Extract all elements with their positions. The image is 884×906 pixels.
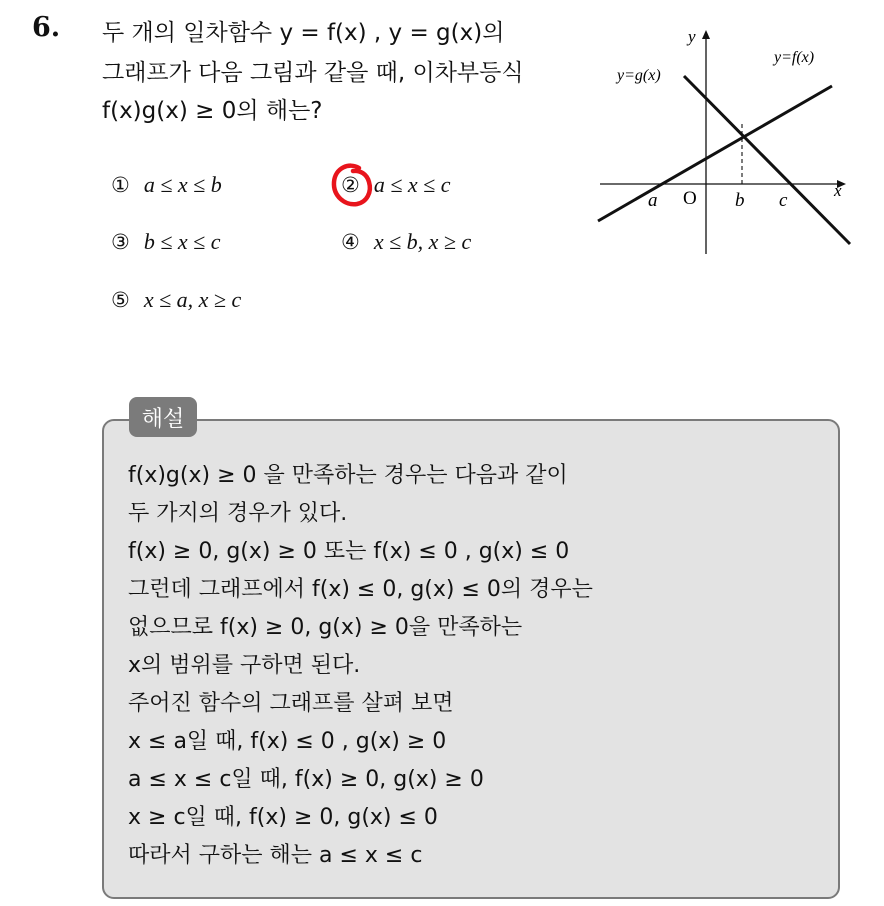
choice-5[interactable] — [111, 287, 241, 313]
choice-3[interactable] — [111, 229, 221, 255]
choice-4[interactable] — [341, 229, 471, 255]
solution-line: 주어진 함수의 그래프를 살펴 보면 — [128, 691, 454, 716]
choice-5-number: ⑤ — [111, 288, 130, 312]
question-line-1: 두 개의 일차함수 y = f(x) , y = g(x)의 — [102, 20, 505, 46]
choice-1-text: a ≤ x ≤ b — [143, 172, 222, 197]
f-label: y=f(x) — [774, 49, 815, 66]
choice-5-text: x ≤ a, x ≥ c — [143, 287, 242, 312]
function-graph — [592, 18, 854, 258]
solution-line: f(x) ≥ 0, g(x) ≥ 0 또는 f(x) ≤ 0 , g(x) ≤ 0 — [128, 539, 570, 564]
x-axis-label: x — [834, 181, 842, 200]
solution-line: f(x)g(x) ≥ 0 을 만족하는 경우는 다음과 같이 — [128, 463, 568, 488]
choice-2-text: a ≤ x ≤ c — [373, 172, 451, 197]
choice-4-text: x ≤ b, x ≥ c — [373, 229, 472, 254]
choice-4-number: ④ — [341, 230, 360, 254]
tick-b: b — [735, 190, 745, 211]
solution-line: 없으므로 f(x) ≥ 0, g(x) ≥ 0을 만족하는 — [128, 615, 523, 640]
origin-label: O — [683, 188, 697, 209]
choice-2-number: ② — [341, 173, 360, 197]
solution-line: x ≤ a일 때, f(x) ≤ 0 , g(x) ≥ 0 — [128, 729, 447, 754]
y-axis-arrow — [702, 30, 710, 39]
y-axis-label: y — [688, 27, 696, 46]
choice-1-number: ① — [111, 173, 130, 197]
choice-3-text: b ≤ x ≤ c — [143, 229, 221, 254]
solution-line: 두 가지의 경우가 있다. — [128, 501, 348, 526]
line-g — [684, 76, 850, 244]
solution-line: x의 범위를 구하면 된다. — [128, 653, 361, 678]
tick-a: a — [648, 190, 658, 211]
solution-tag: 해설 — [129, 397, 197, 437]
question-line-2: 그래프가 다음 그림과 같을 때, 이차부등식 — [102, 60, 524, 86]
solution-line: 그런데 그래프에서 f(x) ≤ 0, g(x) ≤ 0의 경우는 — [128, 577, 593, 602]
choice-3-number: ③ — [111, 230, 130, 254]
solution-line: a ≤ x ≤ c일 때, f(x) ≥ 0, g(x) ≥ 0 — [128, 767, 484, 792]
tick-c: c — [779, 190, 788, 211]
choice-1[interactable] — [111, 172, 222, 198]
answer-circle-mark — [329, 160, 377, 212]
question-number: 6. — [32, 12, 61, 43]
g-label: y=g(x) — [617, 67, 661, 84]
solution-line: x ≥ c일 때, f(x) ≥ 0, g(x) ≤ 0 — [128, 805, 438, 830]
question-line-3: f(x)g(x) ≥ 0의 해는? — [102, 98, 323, 124]
solution-line: 따라서 구하는 해는 a ≤ x ≤ c — [128, 843, 423, 868]
